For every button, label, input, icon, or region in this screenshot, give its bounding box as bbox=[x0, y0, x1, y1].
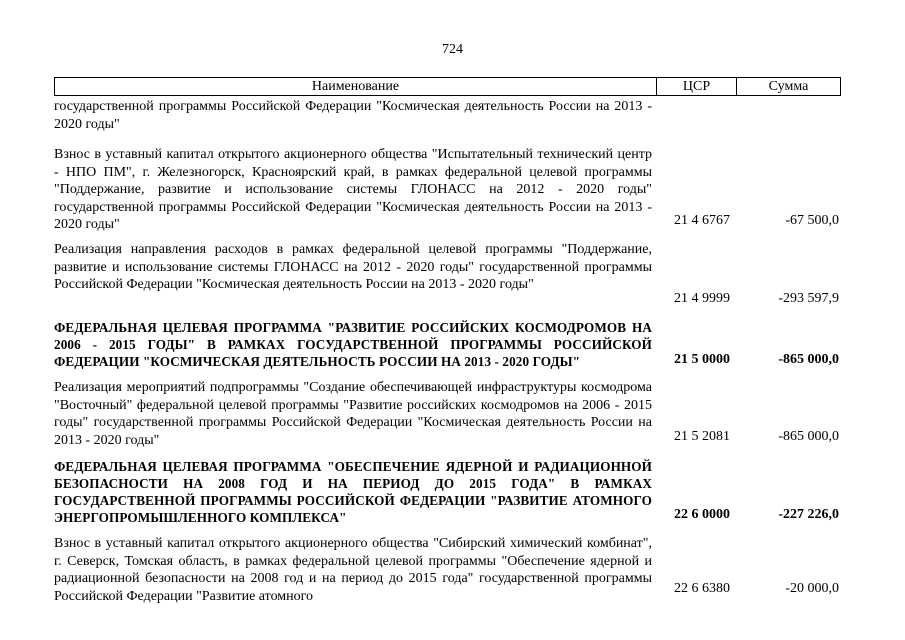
row-csr: 21 5 2081 bbox=[674, 429, 730, 444]
row-sum: -67 500,0 bbox=[785, 213, 839, 228]
row-name: Взнос в уставный капитал открытого акционерного общества "Испытательный технический центр - НПО ПМ", г. Железногорск, Красноярский край, в рамках федеральной целевой программы "Поддержание, развитие и использование системы ГЛОНАСС на 2012 - 2020 годы" государственной программы Российской Федерации "Космическая деятельность России на 2013 - 2020 годы" bbox=[54, 147, 652, 232]
table-row bbox=[54, 458, 841, 528]
row-name: Реализация мероприятий подпрограммы "Создание обеспечивающей инфраструктуры космодрома "Восточный" федеральной целевой программы "Развитие российских космодромов на 2006 - 2015 годы" государственной программы Российской Федерации "Космическая деятельность России на 2013 - 2020 годы" bbox=[54, 380, 652, 448]
table-row bbox=[54, 98, 841, 134]
header-sum: Сумма bbox=[768, 78, 809, 94]
row-csr: 21 4 6767 bbox=[674, 213, 730, 228]
table-row bbox=[54, 146, 841, 234]
row-name: Взнос в уставный капитал открытого акционерного общества "Сибирский химический комбинат", г. Северск, Томская область, в рамках федеральной целевой программы "Обеспечение ядерной и радиационной безопасности на 2008 год и на период до 2015 года" государственной программы Российской Федерации "Развитие атомного bbox=[54, 536, 652, 604]
table-row bbox=[54, 379, 841, 449]
page-number: 724 bbox=[442, 42, 463, 57]
row-sum: -20 000,0 bbox=[785, 581, 839, 596]
row-name: государственной программы Российской Федерации "Космическая деятельность России на 2013 - 2020 годы" bbox=[54, 99, 652, 132]
row-csr: 22 6 0000 bbox=[674, 507, 730, 522]
row-csr: 21 5 0000 bbox=[674, 352, 730, 367]
header-csr: ЦСР bbox=[657, 78, 737, 95]
table-row bbox=[54, 535, 841, 610]
header-name: Наименование bbox=[55, 78, 657, 95]
row-sum: -293 597,9 bbox=[778, 291, 839, 306]
row-sum: -865 000,0 bbox=[778, 352, 839, 367]
row-name: Реализация направления расходов в рамках федеральной целевой программы "Поддержание, развитие и использование системы ГЛОНАСС на 2012 - 2020 годы" государственной программы Российской Федерации "Космическая деятельность России на 2013 - 2020 годы" bbox=[54, 242, 652, 292]
row-csr: 22 6 6380 bbox=[674, 581, 730, 596]
row-csr: 21 4 9999 bbox=[674, 291, 730, 306]
row-name: ФЕДЕРАЛЬНАЯ ЦЕЛЕВАЯ ПРОГРАММА "РАЗВИТИЕ РОССИЙСКИХ КОСМОДРОМОВ НА 2006 - 2015 ГОДЫ" В РАМКАХ ГОСУДАРСТВЕННОЙ ПРОГРАММЫ РОССИЙСКОЙ ФЕДЕРАЦИИ "КОСМИЧЕСКАЯ ДЕЯТЕЛЬНОСТЬ РОССИИ НА 2013 - 2020 ГОДЫ" bbox=[54, 320, 652, 369]
row-sum: -227 226,0 bbox=[778, 507, 839, 522]
row-name: ФЕДЕРАЛЬНАЯ ЦЕЛЕВАЯ ПРОГРАММА "ОБЕСПЕЧЕНИЕ ЯДЕРНОЙ И РАДИАЦИОННОЙ БЕЗОПАСНОСТИ НА 2008 ГОД И НА ПЕРИОД ДО 2015 ГОДА" В РАМКАХ ГОСУДАРСТВЕННОЙ ПРОГРАММЫ РОССИЙСКОЙ ФЕДЕРАЦИИ "РАЗВИТИЕ АТОМНОГО ЭНЕРГОПРОМЫШЛЕННОГО КОМПЛЕКСА" bbox=[54, 459, 652, 525]
table-row bbox=[54, 319, 841, 371]
table-header bbox=[54, 77, 841, 96]
table-row bbox=[54, 241, 841, 311]
row-sum: -865 000,0 bbox=[778, 429, 839, 444]
